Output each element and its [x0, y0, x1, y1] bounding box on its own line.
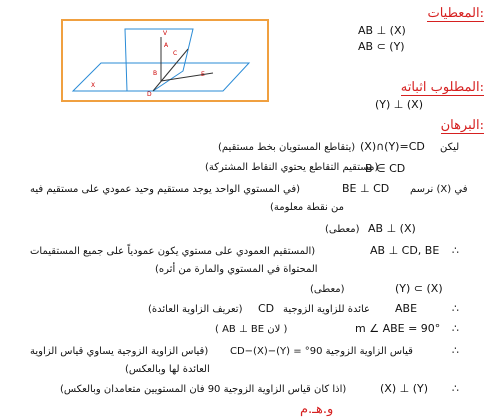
required-1: (Y) ⊥ (X) — [375, 98, 423, 111]
proof-l10-sym: ∴ — [452, 382, 459, 395]
proof-l5-math: AB ⊥ CD, BE — [370, 244, 440, 257]
figure-box — [61, 19, 269, 102]
proof-l9b-reason: العائدة لها وبالعكس) — [125, 364, 210, 375]
given-2: AB ⊂ (Y) — [358, 40, 405, 53]
proof-l4-reason: (معطى) — [325, 224, 360, 235]
proof-l6-math: (Y) ⊂ (X) — [395, 282, 443, 295]
qed-mark: و.هـ.م — [300, 402, 334, 417]
label-e: E — [201, 71, 205, 78]
proof-l2-reason: (مستقيم التقاطع يحتوي النقاط المشتركة) — [205, 162, 379, 173]
proof-l3-math: BE ⊥ CD — [342, 182, 390, 195]
givens-title: المعطيات: — [427, 6, 484, 21]
proof-l7-math: ABE — [395, 302, 418, 315]
proof-l5-reason: (المستقيم العمودي على مستوي يكون عمودياً على جميع المستقيمات — [30, 246, 316, 257]
proof-l3-text: في (X) نرسم — [410, 184, 468, 195]
proof-l7-reason: (تعريف الزاوية العائدة) — [148, 304, 243, 315]
proof-l10-math: (X) ⊥ (Y) — [380, 382, 428, 395]
label-a: A — [164, 42, 169, 49]
line-be — [161, 73, 213, 81]
label-v: V — [163, 30, 168, 37]
proof-l1-text: ليكن — [440, 142, 460, 153]
planes-figure — [63, 21, 267, 100]
label-b: B — [153, 70, 158, 77]
label-x: X — [91, 82, 96, 89]
proof-l5b-reason: المحتواة في المستوي والمارة من أثره) — [155, 264, 318, 275]
proof-title: البرهان: — [440, 118, 484, 133]
label-c: C — [173, 50, 178, 57]
proof-l9-reason: (قياس الزاوية الزوجية يساوي قياس الزاوية — [30, 346, 209, 357]
proof-l9-text: قياس الزاوية الزوجية 90° = (Y)−CD−(X) — [230, 346, 413, 357]
proof-l10-reason: (اذا كان قياس الزاوية الزوجية 90 فان المستويين متعامدان وبالعكس) — [60, 384, 347, 395]
proof-l3-reason: (في المستوي الواحد يوجد مستقيم وحيد عمودي على مستقيم فيه — [30, 184, 301, 195]
required-title: المطلوب اثباته: — [400, 80, 484, 95]
proof-l5-sym: ∴ — [452, 244, 459, 257]
proof-l7-sym: ∴ — [452, 302, 459, 315]
proof-l9-sym: ∴ — [452, 344, 459, 357]
proof-l6-reason: (معطى) — [310, 284, 345, 295]
plane-y — [125, 29, 193, 91]
given-1: AB ⊥ (X) — [358, 24, 406, 37]
proof-l2-math: B ∈ CD — [365, 162, 406, 175]
proof-l4-math: AB ⊥ (X) — [368, 222, 416, 235]
proof-l3b-reason: من نقطة معلومة) — [270, 202, 345, 213]
proof-l1-reason: (يتقاطع المستويان بخط مستقيم) — [218, 142, 356, 153]
proof-l7-text: عائدة للزاوية الزوجية — [283, 304, 371, 315]
label-d: D — [147, 91, 152, 98]
proof-l7-math2: CD — [258, 302, 275, 315]
proof-l8-sym: ∴ — [452, 322, 459, 335]
proof-l1-math: (X)∩(Y)=CD — [360, 140, 425, 153]
proof-l8-reason: ( لان AB ⊥ BE ) — [215, 324, 288, 335]
proof-l8-math: m ∠ ABE = 90° — [355, 322, 441, 335]
